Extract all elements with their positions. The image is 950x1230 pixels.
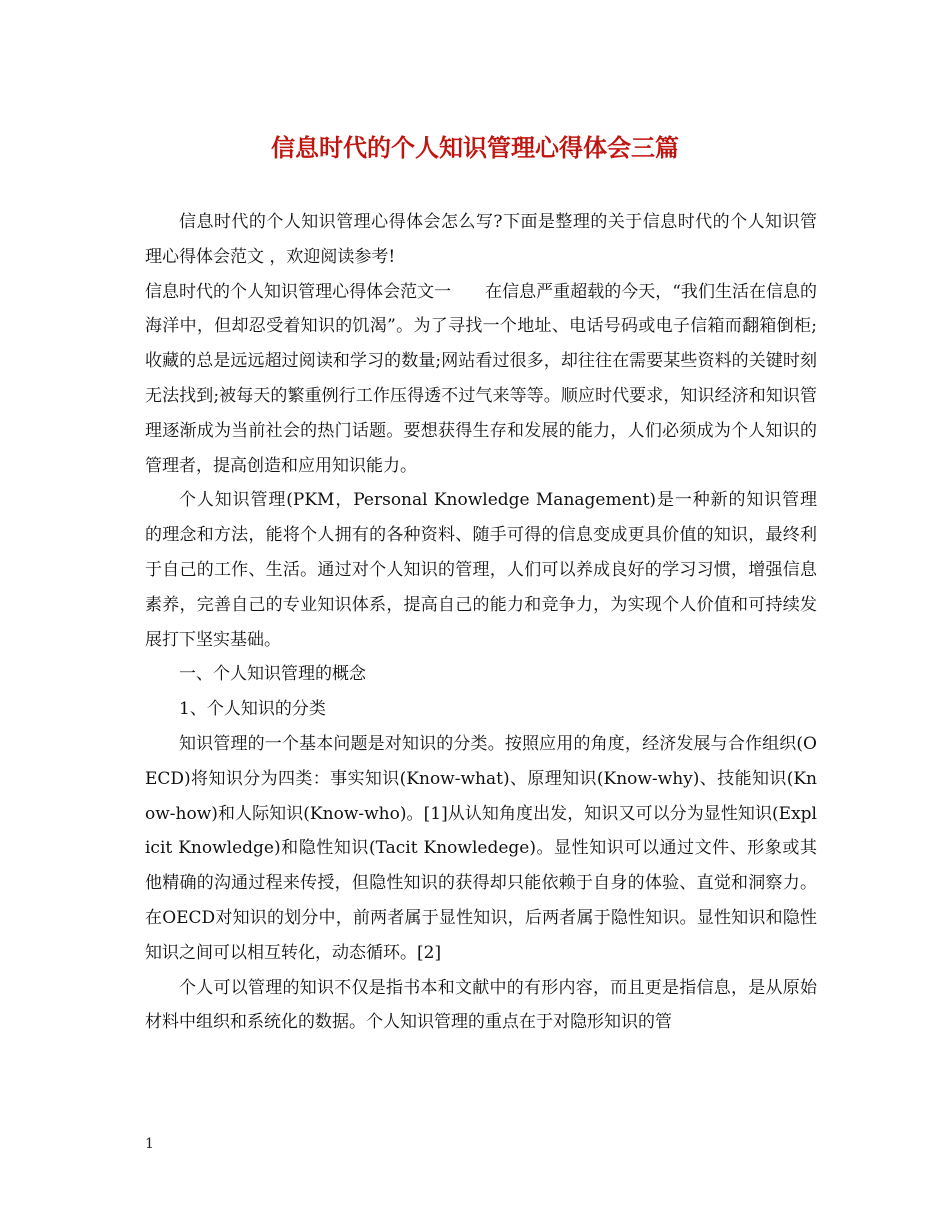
paragraph-pkm-definition: 个人知识管理(PKM，Personal Knowledge Management)是一种新的知识管理的理念和方法，能将个人拥有的各种资料、随手可得的信息变成更具价值的知识，最终利于自己的工作、生活。通过对个人知识的管理，人们可以养成良好的学习习惯，增强信息素养，完善自己的专业知识体系，提高自己的能力和竞争力，为实现个人价值和可持续发展打下坚实基础。: [145, 490, 817, 650]
paragraph-essay-one: 信息时代的个人知识管理心得体会范文一 在信息严重超载的今天，“我们生活在信息的海洋中，但却忍受着知识的饥渴”。为了寻找一个地址、电话号码或电子信箱而翻箱倒柜;收藏的总是远远超过阅读和学习的数量;网站看过很多，却往往在需要某些资料的关键时刻无法找到;被每天的繁重例行工作压得透不过气来等等。顺应时代要求，知识经济和知识管理逐渐成为当前社会的热门话题。要想获得生存和发展的能力，人们必须成为个人知识的管理者，提高创造和应用知识能力。: [145, 281, 817, 476]
paragraph-knowledge-classification: 知识管理的一个基本问题是对知识的分类。按照应用的角度，经济发展与合作组织(OECD)将知识分为四类：事实知识(Know-what)、原理知识(Know-why)、技能知识(Know-how)和人际知识(Know-who)。[1]从认知角度出发，知识又可以分为显性知识(Explicit Knowledge)和隐性知识(Tacit Knowledege)。显性知识可以通过文件、形象或其他精确的沟通过程来传授，但隐性知识的获得却只能依赖于自身的体验、直觉和洞察力。在OECD对知识的划分中，前两者属于显性知识，后两者属于隐性知识。显性知识和隐性知识之间可以相互转化，动态循环。[2]: [145, 733, 817, 963]
subsection-heading-classification: 1、个人知识的分类: [179, 699, 326, 720]
document-title: 信息时代的个人知识管理心得体会三篇: [271, 133, 679, 162]
paragraph-intro: 信息时代的个人知识管理心得体会怎么写?下面是整理的关于信息时代的个人知识管理心得体会范文 ，欢迎阅读参考!: [145, 212, 817, 267]
page-number: 1: [145, 1136, 154, 1152]
paragraph-manageable-knowledge: 个人可以管理的知识不仅是指书本和文献中的有形内容，而且更是指信息，是从原始材料中组织和系统化的数据。个人知识管理的重点在于对隐形知识的管: [145, 977, 817, 1033]
document-body: [145, 205, 817, 1040]
section-heading-concept: 一、个人知识管理的概念: [179, 664, 366, 685]
